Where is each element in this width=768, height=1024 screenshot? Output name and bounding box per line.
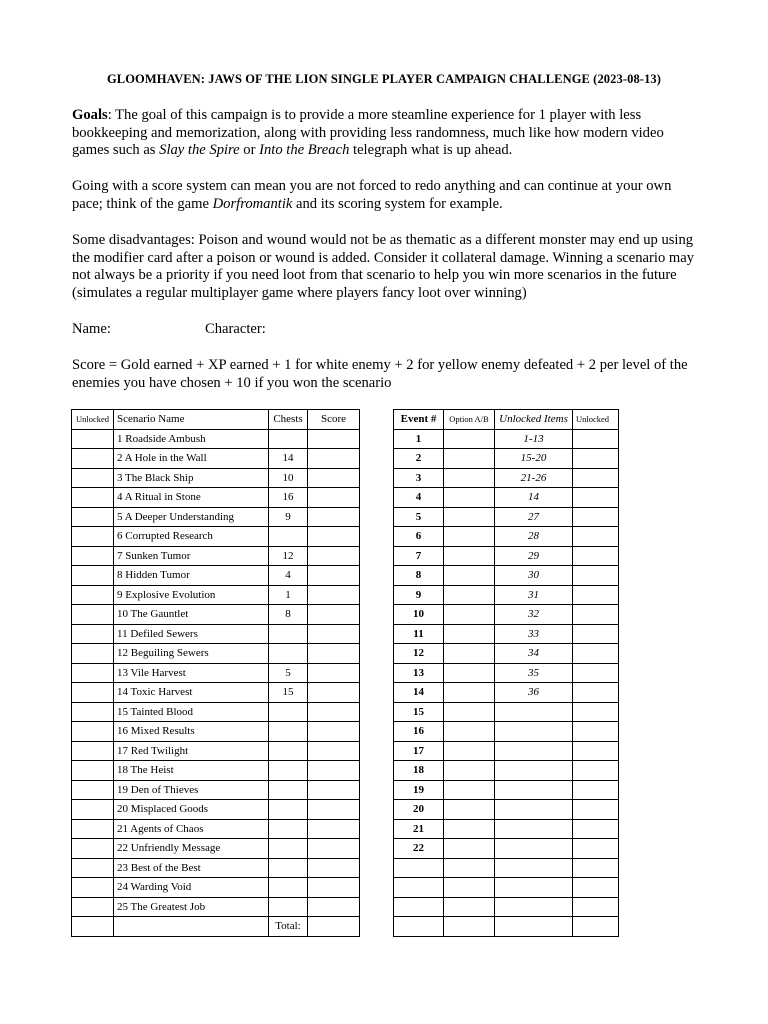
scenario-row [72, 858, 360, 878]
scenario-name: 24 Warding Void [114, 878, 269, 898]
event-number: 13 [394, 663, 444, 683]
scenario-row [72, 566, 360, 586]
event-option-cell[interactable] [444, 722, 495, 742]
goals-text-1: : The goal of this campaign is to provide a more steamline experience for 1 player with less bookkeeping and memorization, along with providing less randomness, much like how modern video games such as [72, 107, 664, 159]
event-option-cell[interactable] [444, 449, 495, 469]
event-row [394, 488, 619, 508]
event-row [394, 878, 619, 898]
scenario-chests: 8 [269, 605, 308, 625]
event-unlocked-items [495, 819, 573, 839]
event-unlocked-items [495, 761, 573, 781]
event-unlocked-items [495, 741, 573, 761]
event-number: 15 [394, 702, 444, 722]
scenario-score-cell[interactable] [308, 527, 360, 547]
event-row [394, 819, 619, 839]
event-table [393, 409, 619, 937]
character-label: Character: [205, 321, 266, 337]
scenario-row [72, 722, 360, 742]
scenario-chests [269, 780, 308, 800]
event-unlocked-cell[interactable] [573, 917, 619, 937]
event-option-cell[interactable] [444, 878, 495, 898]
event-unlocked-items [495, 839, 573, 859]
scenario-chests: 16 [269, 488, 308, 508]
event-option-cell[interactable] [444, 917, 495, 937]
event-number: 19 [394, 780, 444, 800]
event-option-cell[interactable] [444, 800, 495, 820]
scenario-score-cell[interactable] [308, 546, 360, 566]
scenario-unlocked-cell[interactable] [72, 897, 114, 917]
event-row [394, 546, 619, 566]
scenario-row [72, 878, 360, 898]
event-table-header [394, 410, 619, 430]
scenario-score-cell[interactable] [308, 585, 360, 605]
event-row [394, 605, 619, 625]
scenario-chests [269, 839, 308, 859]
event-number: 1 [394, 429, 444, 449]
scenario-row [72, 819, 360, 839]
event-number: 2 [394, 449, 444, 469]
header-unlocked: Unlocked [72, 410, 114, 430]
event-unlocked-items [495, 702, 573, 722]
event-unlocked-items: 31 [495, 585, 573, 605]
scenario-chests: 5 [269, 663, 308, 683]
score-system-text-2: and its scoring system for example. [292, 195, 503, 212]
document-title: GLOOMHAVEN: JAWS OF THE LION SINGLE PLAYER CAMPAIGN CHALLENGE (2023-08-13) [106, 72, 662, 86]
scenario-score-cell[interactable] [308, 761, 360, 781]
scenario-name: 21 Agents of Chaos [114, 819, 269, 839]
scenario-score-cell[interactable] [308, 449, 360, 469]
event-option-cell[interactable] [444, 683, 495, 703]
event-option-cell[interactable] [444, 546, 495, 566]
event-unlocked-cell[interactable] [573, 897, 619, 917]
event-option-cell[interactable] [444, 761, 495, 781]
event-number: 7 [394, 546, 444, 566]
event-row [394, 741, 619, 761]
scenario-score-cell[interactable] [308, 624, 360, 644]
event-option-cell[interactable] [444, 566, 495, 586]
scenario-name: 13 Vile Harvest [114, 663, 269, 683]
scenario-unlocked-cell[interactable] [72, 683, 114, 703]
scenario-chests [269, 761, 308, 781]
scenario-name: 7 Sunken Tumor [114, 546, 269, 566]
scenario-chests [269, 527, 308, 547]
scenario-unlocked-cell[interactable] [72, 878, 114, 898]
event-number: 16 [394, 722, 444, 742]
event-unlocked-cell[interactable] [573, 800, 619, 820]
event-row [394, 683, 619, 703]
event-unlocked-cell[interactable] [573, 585, 619, 605]
scenario-score-cell[interactable] [308, 566, 360, 586]
event-option-cell[interactable] [444, 702, 495, 722]
event-unlocked-items: 35 [495, 663, 573, 683]
event-option-cell[interactable] [444, 429, 495, 449]
event-number: 14 [394, 683, 444, 703]
event-unlocked-items: 30 [495, 566, 573, 586]
scenario-score-cell[interactable] [308, 507, 360, 527]
event-option-cell[interactable] [444, 507, 495, 527]
scenario-row [72, 546, 360, 566]
scenario-table [71, 409, 360, 937]
event-number: 21 [394, 819, 444, 839]
event-row [394, 644, 619, 664]
scenario-score-cell[interactable] [308, 468, 360, 488]
event-unlocked-cell[interactable] [573, 878, 619, 898]
event-unlocked-cell[interactable] [573, 663, 619, 683]
event-row [394, 800, 619, 820]
event-option-cell[interactable] [444, 585, 495, 605]
event-number: 20 [394, 800, 444, 820]
scenario-score-cell[interactable] [308, 897, 360, 917]
scenario-chests [269, 858, 308, 878]
scenario-unlocked-cell[interactable] [72, 819, 114, 839]
event-unlocked-items [495, 858, 573, 878]
scenario-unlocked-cell[interactable] [72, 741, 114, 761]
event-unlocked-cell[interactable] [573, 488, 619, 508]
scenario-name: 16 Mixed Results [114, 722, 269, 742]
scenario-name: 11 Defiled Sewers [114, 624, 269, 644]
event-unlocked-items: 21-26 [495, 468, 573, 488]
event-row [394, 468, 619, 488]
scenario-unlocked-cell[interactable] [72, 449, 114, 469]
event-option-cell[interactable] [444, 897, 495, 917]
event-option-cell[interactable] [444, 644, 495, 664]
scenario-row [72, 507, 360, 527]
scenario-row [72, 800, 360, 820]
scenario-row [72, 585, 360, 605]
event-option-cell[interactable] [444, 780, 495, 800]
scenario-score-cell[interactable] [308, 429, 360, 449]
event-unlocked-cell[interactable] [573, 624, 619, 644]
event-unlocked-items: 1-13 [495, 429, 573, 449]
scenario-unlocked-cell[interactable] [72, 800, 114, 820]
scenario-unlocked-cell[interactable] [72, 566, 114, 586]
event-number: 11 [394, 624, 444, 644]
event-unlocked-items: 29 [495, 546, 573, 566]
scenario-score-cell[interactable] [308, 780, 360, 800]
scenario-chests [269, 429, 308, 449]
scenario-table-header [72, 410, 360, 430]
goals-label: Goals [72, 107, 108, 123]
event-row [394, 917, 619, 937]
event-unlocked-cell[interactable] [573, 566, 619, 586]
event-unlocked-cell[interactable] [573, 839, 619, 859]
scenario-score-cell[interactable] [308, 839, 360, 859]
scenario-row [72, 897, 360, 917]
event-unlocked-items: 36 [495, 683, 573, 703]
scenario-score-cell[interactable] [308, 605, 360, 625]
event-number: 10 [394, 605, 444, 625]
goals-paragraph [72, 107, 700, 160]
event-unlocked-cell[interactable] [573, 605, 619, 625]
scenario-unlocked-cell[interactable] [72, 585, 114, 605]
header-chests: Chests [269, 410, 308, 430]
scenario-unlocked-cell[interactable] [72, 527, 114, 547]
event-unlocked-cell[interactable] [573, 527, 619, 547]
event-number [394, 897, 444, 917]
scenario-unlocked-cell[interactable] [72, 605, 114, 625]
event-row [394, 761, 619, 781]
scenario-row [72, 761, 360, 781]
goals-game-1: Slay the Spire [159, 142, 240, 159]
scenario-row [72, 780, 360, 800]
scenario-unlocked-cell[interactable] [72, 429, 114, 449]
disadvantages-paragraph: Some disadvantages: Poison and wound would not be as thematic as a different monster may end up using the modifier card after a poison or wound is added. Consider it collateral damage. Winning a scenario may not always be a priority if you need loot from that scenario to help you win more scenarios in the future (simulates a regular multiplayer game where players fancy loot over winning) [72, 232, 695, 301]
scenario-chests: 9 [269, 507, 308, 527]
event-option-cell[interactable] [444, 605, 495, 625]
scenario-score-cell[interactable] [308, 702, 360, 722]
event-unlocked-items: 33 [495, 624, 573, 644]
event-unlocked-items [495, 878, 573, 898]
event-option-cell[interactable] [444, 527, 495, 547]
event-row [394, 429, 619, 449]
scenario-unlocked-cell[interactable] [72, 488, 114, 508]
goals-game-2: Into the Breach [259, 142, 350, 159]
event-option-cell[interactable] [444, 488, 495, 508]
scenario-row [72, 605, 360, 625]
scenario-name: 5 A Deeper Understanding [114, 507, 269, 527]
event-number [394, 917, 444, 937]
scenario-chests: 10 [269, 468, 308, 488]
scenario-name: 14 Toxic Harvest [114, 683, 269, 703]
event-number: 3 [394, 468, 444, 488]
scenario-unlocked-cell[interactable] [72, 702, 114, 722]
scenario-unlocked-cell[interactable] [72, 644, 114, 664]
scenario-score-cell[interactable] [308, 644, 360, 664]
scenario-name: 10 The Gauntlet [114, 605, 269, 625]
event-row [394, 527, 619, 547]
scenario-name: 18 The Heist [114, 761, 269, 781]
event-number: 6 [394, 527, 444, 547]
scenario-row [72, 644, 360, 664]
event-number: 18 [394, 761, 444, 781]
score-system-text-1: Going with a score system can mean you are not forced to redo anything and can continue at your own pace; think of the game [72, 178, 672, 212]
event-unlocked-cell[interactable] [573, 429, 619, 449]
event-unlocked-cell[interactable] [573, 761, 619, 781]
scenario-row [72, 663, 360, 683]
scenario-chests: 14 [269, 449, 308, 469]
scenario-chests [269, 800, 308, 820]
scenario-row [72, 449, 360, 469]
event-number [394, 858, 444, 878]
header-scenario-name: Scenario Name [114, 410, 269, 430]
event-number: 5 [394, 507, 444, 527]
scenario-unlocked-cell[interactable] [72, 761, 114, 781]
scenario-score-cell[interactable] [308, 858, 360, 878]
scenario-row [72, 488, 360, 508]
event-unlocked-cell[interactable] [573, 468, 619, 488]
event-row [394, 858, 619, 878]
scenario-row [72, 839, 360, 859]
score-system-game: Dorfromantik [212, 195, 293, 212]
scenario-row [72, 429, 360, 449]
scenario-score-cell[interactable] [308, 878, 360, 898]
scenario-chests [269, 897, 308, 917]
scenario-chests [269, 644, 308, 664]
name-label: Name: [72, 321, 111, 337]
scenario-unlocked-cell[interactable] [72, 507, 114, 527]
scenario-score-cell[interactable] [308, 741, 360, 761]
event-number: 17 [394, 741, 444, 761]
scenario-name: 20 Misplaced Goods [114, 800, 269, 820]
event-option-cell[interactable] [444, 741, 495, 761]
event-option-cell[interactable] [444, 819, 495, 839]
total-score-cell[interactable] [308, 917, 360, 937]
event-row [394, 507, 619, 527]
scenario-score-cell[interactable] [308, 663, 360, 683]
scenario-chests: 1 [269, 585, 308, 605]
scenario-name: 8 Hidden Tumor [114, 566, 269, 586]
event-number: 4 [394, 488, 444, 508]
header-score: Score [308, 410, 360, 430]
scenario-score-cell[interactable] [308, 488, 360, 508]
event-unlocked-cell[interactable] [573, 722, 619, 742]
event-unlocked-items [495, 722, 573, 742]
scenario-score-cell[interactable] [308, 722, 360, 742]
scenario-row [72, 624, 360, 644]
scenario-chests: 12 [269, 546, 308, 566]
scenario-row [72, 683, 360, 703]
event-option-cell[interactable] [444, 468, 495, 488]
scenario-chests [269, 722, 308, 742]
scenario-row [72, 527, 360, 547]
goals-text-2: or [239, 142, 260, 159]
event-unlocked-items: 27 [495, 507, 573, 527]
scenario-row [72, 468, 360, 488]
scenario-name: 6 Corrupted Research [114, 527, 269, 547]
scenario-name: 17 Red Twilight [114, 741, 269, 761]
event-unlocked-items [495, 897, 573, 917]
scenario-name: 19 Den of Thieves [114, 780, 269, 800]
header-unlocked-items: Unlocked Items [495, 410, 573, 430]
event-unlocked-items [495, 917, 573, 937]
event-unlocked-cell[interactable] [573, 644, 619, 664]
scenario-score-cell[interactable] [308, 819, 360, 839]
event-option-cell[interactable] [444, 839, 495, 859]
event-row [394, 702, 619, 722]
scenario-name: 4 A Ritual in Stone [114, 488, 269, 508]
scenario-name: 15 Tainted Blood [114, 702, 269, 722]
event-number: 22 [394, 839, 444, 859]
scenario-chests: 4 [269, 566, 308, 586]
scenario-name: 3 The Black Ship [114, 468, 269, 488]
event-row [394, 780, 619, 800]
event-number: 8 [394, 566, 444, 586]
scenario-chests: 15 [269, 683, 308, 703]
event-row [394, 722, 619, 742]
scenario-name: 23 Best of the Best [114, 858, 269, 878]
scenario-name: 2 A Hole in the Wall [114, 449, 269, 469]
event-unlocked-cell[interactable] [573, 507, 619, 527]
event-unlocked-items: 32 [495, 605, 573, 625]
scenario-unlocked-cell[interactable] [72, 546, 114, 566]
scenario-unlocked-cell[interactable] [72, 468, 114, 488]
event-number: 9 [394, 585, 444, 605]
event-unlocked-items: 14 [495, 488, 573, 508]
event-row [394, 585, 619, 605]
scenario-total-row [72, 917, 360, 937]
scenario-row [72, 702, 360, 722]
scenario-chests [269, 819, 308, 839]
score-formula: Score = Gold earned + XP earned + 1 for white enemy + 2 for yellow enemy defeated + 2 per level of the enemies you have chosen + 10 if you won the scenario [72, 357, 688, 391]
event-unlocked-items: 34 [495, 644, 573, 664]
event-option-cell[interactable] [444, 663, 495, 683]
total-label: Total: [269, 917, 308, 937]
scenario-score-cell[interactable] [308, 800, 360, 820]
scenario-name: 25 The Greatest Job [114, 897, 269, 917]
event-unlocked-cell[interactable] [573, 858, 619, 878]
event-row [394, 449, 619, 469]
scenario-chests [269, 624, 308, 644]
event-row [394, 624, 619, 644]
scenario-name: 1 Roadside Ambush [114, 429, 269, 449]
scenario-unlocked-cell[interactable] [72, 663, 114, 683]
event-unlocked-cell[interactable] [573, 702, 619, 722]
scenario-name: 9 Explosive Evolution [114, 585, 269, 605]
event-unlocked-items: 15-20 [495, 449, 573, 469]
scenario-unlocked-cell[interactable] [72, 839, 114, 859]
goals-text-3: telegraph what is up ahead. [349, 142, 513, 159]
scenario-unlocked-cell[interactable] [72, 780, 114, 800]
event-unlocked-cell[interactable] [573, 741, 619, 761]
scenario-name: 12 Beguiling Sewers [114, 644, 269, 664]
total-empty-cell [114, 917, 269, 937]
event-option-cell[interactable] [444, 624, 495, 644]
event-number [394, 878, 444, 898]
scenario-unlocked-cell[interactable] [72, 722, 114, 742]
event-unlocked-cell[interactable] [573, 449, 619, 469]
header-event-unlocked: Unlocked [573, 410, 619, 430]
header-event-number: Event # [394, 410, 444, 430]
scenario-chests [269, 878, 308, 898]
total-empty-cell [72, 917, 114, 937]
score-system-paragraph [72, 178, 700, 213]
event-unlocked-cell[interactable] [573, 819, 619, 839]
event-unlocked-cell[interactable] [573, 780, 619, 800]
event-unlocked-cell[interactable] [573, 683, 619, 703]
scenario-name: 22 Unfriendly Message [114, 839, 269, 859]
event-row [394, 566, 619, 586]
scenario-score-cell[interactable] [308, 683, 360, 703]
scenario-row [72, 741, 360, 761]
scenario-chests [269, 702, 308, 722]
event-unlocked-items: 28 [495, 527, 573, 547]
scenario-chests [269, 741, 308, 761]
event-option-cell[interactable] [444, 858, 495, 878]
event-row [394, 663, 619, 683]
scenario-unlocked-cell[interactable] [72, 858, 114, 878]
scenario-unlocked-cell[interactable] [72, 624, 114, 644]
event-row [394, 897, 619, 917]
header-option: Option A/B [444, 410, 495, 430]
event-unlocked-cell[interactable] [573, 546, 619, 566]
event-unlocked-items [495, 780, 573, 800]
event-unlocked-items [495, 800, 573, 820]
event-row [394, 839, 619, 859]
event-number: 12 [394, 644, 444, 664]
